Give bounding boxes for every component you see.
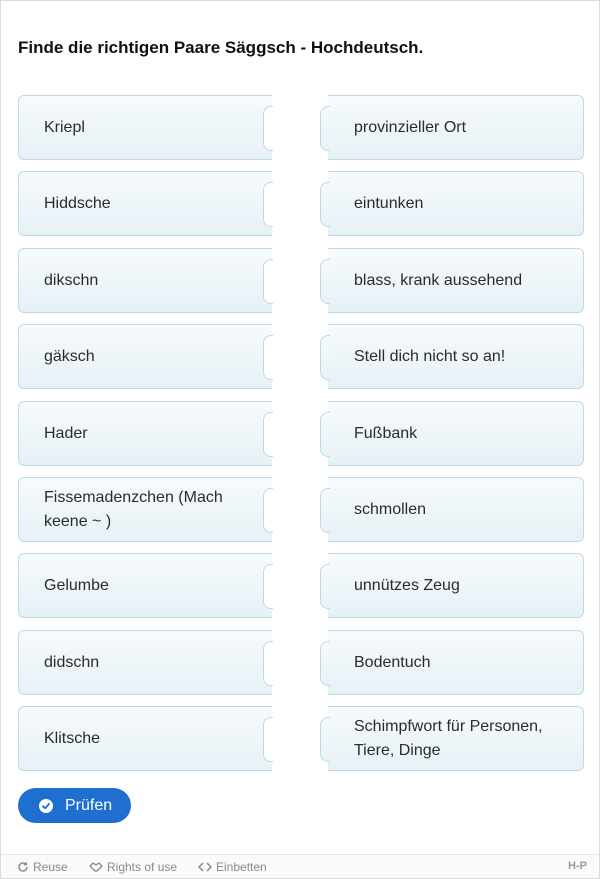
handshake-icon: [89, 861, 103, 873]
check-button-label: Prüfen: [65, 796, 113, 814]
right-piece[interactable]: [328, 95, 584, 160]
left-piece[interactable]: [18, 630, 272, 695]
left-piece[interactable]: [18, 553, 272, 618]
right-piece-label: Schimpfwort für Personen, Tiere, Dinge: [354, 717, 543, 759]
right-piece[interactable]: [328, 324, 584, 389]
right-piece-label: schmollen: [354, 500, 427, 518]
left-piece-label: dikschn: [44, 271, 99, 289]
left-piece[interactable]: [18, 248, 272, 313]
embed-label: Einbetten: [216, 860, 267, 874]
left-piece-label: Hader: [44, 424, 88, 442]
right-piece[interactable]: [328, 248, 584, 313]
left-piece[interactable]: [18, 401, 272, 466]
task-title: Finde die richtigen Paare Säggsch - Hochdeutsch.: [18, 38, 424, 57]
right-piece[interactable]: [328, 171, 584, 236]
left-piece-label: didschn: [44, 653, 100, 671]
embed-link[interactable]: [198, 860, 267, 874]
right-piece-label: eintunken: [354, 194, 424, 212]
h5p-logo[interactable]: H-P: [568, 860, 587, 872]
right-piece[interactable]: [328, 401, 584, 466]
footer-bar: [1, 854, 599, 878]
check-button[interactable]: [18, 788, 131, 823]
right-piece-label: provinzieller Ort: [354, 118, 467, 136]
right-piece-label: unnützes Zeug: [354, 576, 460, 594]
right-piece-label: Bodentuch: [354, 653, 431, 671]
left-piece-label: Gelumbe: [44, 576, 109, 594]
reuse-icon: [17, 861, 29, 873]
code-icon: [198, 862, 212, 872]
right-piece[interactable]: [328, 706, 584, 771]
check-circle-icon: [39, 799, 53, 813]
right-piece[interactable]: [328, 630, 584, 695]
right-piece[interactable]: [328, 553, 584, 618]
left-piece[interactable]: [18, 324, 272, 389]
left-piece[interactable]: [18, 477, 272, 542]
rights-of-use-label: Rights of use: [107, 860, 178, 874]
left-piece[interactable]: [18, 95, 272, 160]
reuse-label: Reuse: [33, 860, 68, 874]
reuse-link[interactable]: [17, 860, 68, 874]
left-piece-label: Kriepl: [44, 118, 85, 136]
left-piece-label: Klitsche: [44, 729, 101, 747]
left-piece-label: Fissemadenzchen (Mach keene ~ ): [44, 488, 223, 530]
right-piece-label: Stell dich nicht so an!: [354, 347, 506, 365]
right-piece[interactable]: [328, 477, 584, 542]
left-piece[interactable]: [18, 706, 272, 771]
left-piece[interactable]: [18, 171, 272, 236]
left-piece-label: Hiddsche: [44, 194, 111, 212]
right-piece-label: Fußbank: [354, 424, 418, 442]
right-piece-label: blass, krank aussehend: [354, 271, 523, 289]
left-piece-label: gäksch: [44, 347, 95, 365]
rights-of-use-link[interactable]: [89, 860, 177, 874]
